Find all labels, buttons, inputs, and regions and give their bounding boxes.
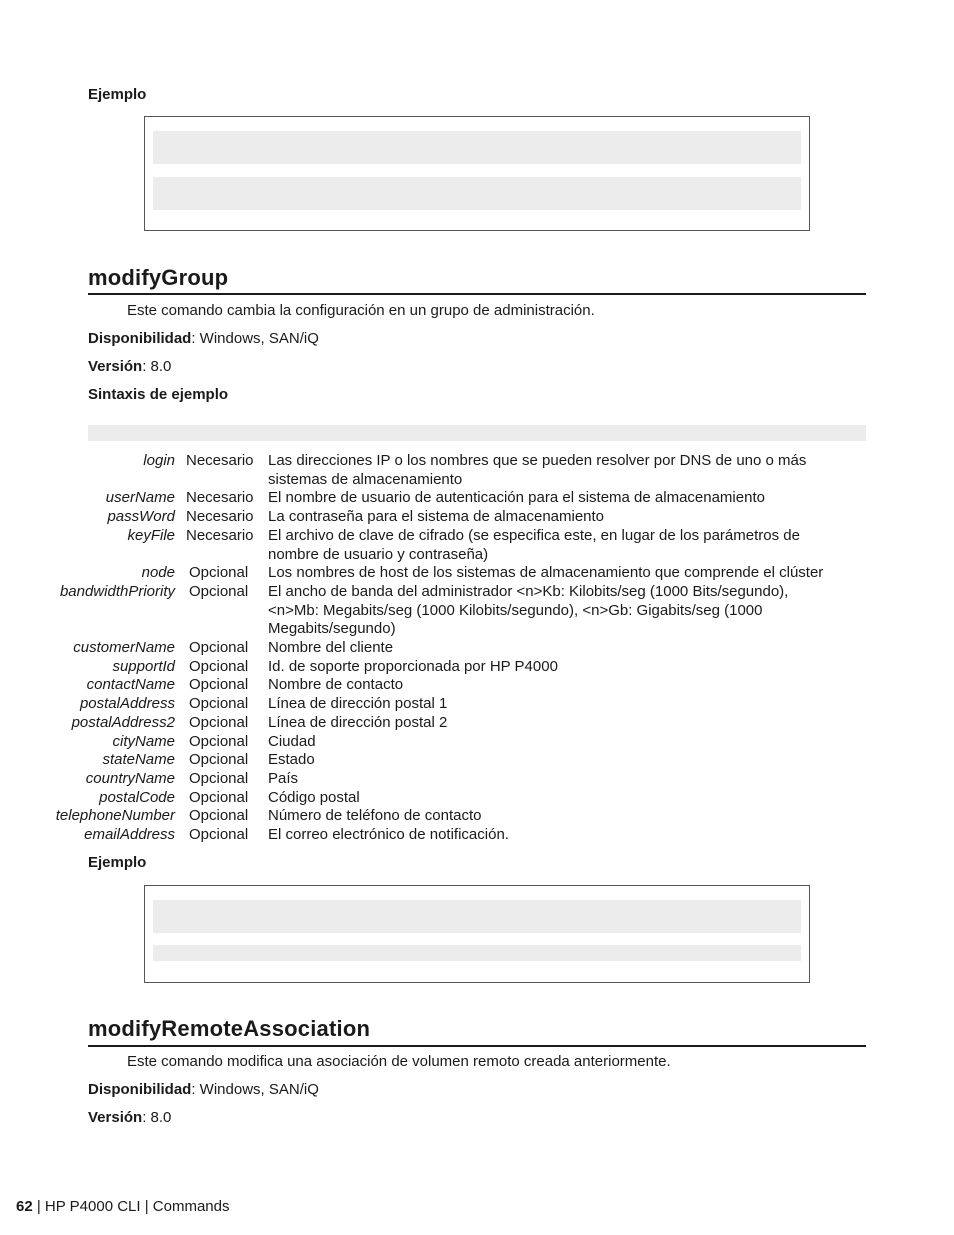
- parameter-name: telephoneNumber: [55, 807, 175, 825]
- parameter-description: Código postal: [268, 788, 360, 806]
- parameter-description: País: [268, 769, 299, 787]
- example-label-1: Ejemplo: [88, 86, 147, 103]
- availability-value: : Windows, SAN/iQ: [191, 1081, 319, 1098]
- parameter-requirement: Opcional: [189, 788, 249, 806]
- parameter-requirement: Opcional: [189, 564, 249, 582]
- code-example-box-1: [144, 116, 810, 231]
- example-label-2: Ejemplo: [88, 854, 147, 871]
- version-value: : 8.0: [142, 1109, 172, 1126]
- parameter-name: passWord: [107, 508, 175, 526]
- page-footer: [16, 1198, 229, 1215]
- parameter-description: Línea de dirección postal 2: [268, 713, 448, 731]
- parameter-description: Las direcciones IP o los nombres que se pueden resolver por DNS de uno o más sistemas de almacenamiento: [268, 452, 807, 488]
- parameter-name: bandwidthPriority: [59, 582, 175, 600]
- parameter-row: [0, 564, 954, 583]
- parameter-requirement: Opcional: [189, 713, 249, 731]
- page-number: 62: [16, 1198, 33, 1215]
- parameter-description: Los nombres de host de los sistemas de almacenamiento que comprende el clúster: [268, 564, 824, 582]
- code-example-box-2: [144, 885, 810, 983]
- parameter-name: postalAddress: [79, 695, 175, 713]
- parameter-row: [0, 789, 954, 808]
- parameter-description: Estado: [268, 751, 315, 769]
- parameter-table: [0, 452, 954, 845]
- parameter-row: [0, 733, 954, 752]
- parameter-name: customerName: [73, 639, 175, 657]
- parameter-description: Id. de soporte proporcionada por HP P4000: [268, 657, 558, 675]
- code-line: [153, 131, 801, 164]
- footer-text: | HP P4000 CLI | Commands: [36, 1198, 230, 1215]
- section-divider: [88, 293, 866, 295]
- parameter-requirement: Opcional: [189, 751, 249, 769]
- parameter-name: supportId: [112, 657, 175, 675]
- parameter-row: [0, 695, 954, 714]
- parameter-requirement: Opcional: [189, 807, 249, 825]
- parameter-row: [0, 639, 954, 658]
- parameter-row: [0, 807, 954, 826]
- section-divider: [88, 1045, 866, 1047]
- parameter-description: La contraseña para el sistema de almacenamiento: [268, 508, 605, 526]
- parameter-requirement: Necesario: [186, 508, 254, 526]
- availability-value: : Windows, SAN/iQ: [191, 330, 319, 347]
- code-line: [153, 945, 801, 961]
- parameter-requirement: Opcional: [189, 676, 249, 694]
- parameter-requirement: Opcional: [189, 826, 249, 844]
- parameter-description: El ancho de banda del administrador <n>Kb: Kilobits/seg (1000 Bits/segundo), <n>Mb: Megabits/seg (1000 Kilobits/segundo), <n>Gb: Gigabits/seg (1000 Megabits/segundo): [268, 582, 789, 638]
- parameter-row: [0, 452, 954, 489]
- parameter-description: Ciudad: [268, 732, 316, 750]
- parameter-requirement: Opcional: [189, 732, 249, 750]
- version-line: [88, 358, 171, 375]
- parameter-requirement: Opcional: [189, 769, 249, 787]
- parameter-requirement: Necesario: [186, 489, 254, 507]
- parameter-name: countryName: [85, 769, 175, 787]
- parameter-name: postalCode: [99, 788, 175, 806]
- version-value: : 8.0: [142, 358, 172, 375]
- availability-label: Disponibilidad: [88, 1081, 192, 1098]
- code-line: [153, 177, 801, 210]
- syntax-code-line: [88, 425, 866, 441]
- modify-group-description: Este comando cambia la configuración en un grupo de administración.: [127, 302, 595, 319]
- code-line: [153, 900, 801, 933]
- version-line: [88, 1109, 171, 1126]
- parameter-row: [0, 714, 954, 733]
- parameter-description: Línea de dirección postal 1: [268, 695, 448, 713]
- parameter-row: [0, 583, 954, 639]
- availability-label: Disponibilidad: [88, 330, 192, 347]
- parameter-description: Número de teléfono de contacto: [268, 807, 482, 825]
- parameter-row: [0, 508, 954, 527]
- parameter-row: [0, 826, 954, 845]
- section-title-modify-remote-association: modifyRemoteAssociation: [88, 1016, 371, 1041]
- parameter-row: [0, 751, 954, 770]
- parameter-name: postalAddress2: [71, 713, 175, 731]
- parameter-name: emailAddress: [84, 826, 175, 844]
- parameter-requirement: Opcional: [189, 695, 249, 713]
- parameter-description: El nombre de usuario de autenticación para el sistema de almacenamiento: [268, 489, 765, 507]
- parameter-name: login: [143, 452, 175, 469]
- availability-line: [88, 1081, 319, 1098]
- parameter-requirement: Opcional: [189, 657, 249, 675]
- parameter-name: cityName: [112, 732, 175, 750]
- parameter-row: [0, 770, 954, 789]
- parameter-description: El correo electrónico de notificación.: [268, 826, 509, 844]
- parameter-description: Nombre del cliente: [268, 639, 394, 657]
- parameter-description: El archivo de clave de cifrado (se especifica este, en lugar de los parámetros de nombre de usuario y contraseña): [268, 526, 800, 563]
- parameter-requirement: Opcional: [189, 639, 249, 657]
- parameter-name: stateName: [102, 751, 175, 769]
- availability-line: [88, 330, 319, 347]
- parameter-name: node: [141, 564, 175, 582]
- parameter-row: [0, 658, 954, 677]
- parameter-requirement: Necesario: [186, 452, 254, 469]
- parameter-description: Nombre de contacto: [268, 676, 404, 694]
- parameter-row: [0, 527, 954, 564]
- section-title-modify-group: modifyGroup: [88, 265, 229, 290]
- parameter-name: userName: [105, 489, 175, 507]
- parameter-name: keyFile: [127, 526, 175, 544]
- parameter-row: [0, 489, 954, 508]
- modify-remote-association-description: Este comando modifica una asociación de volumen remoto creada anteriormente.: [127, 1053, 671, 1070]
- parameter-requirement: Opcional: [189, 582, 249, 600]
- version-label: Versión: [88, 358, 143, 375]
- parameter-name: contactName: [86, 676, 175, 694]
- version-label: Versión: [88, 1109, 143, 1126]
- parameter-row: [0, 676, 954, 695]
- parameter-requirement: Necesario: [186, 526, 254, 544]
- syntax-label: Sintaxis de ejemplo: [88, 386, 229, 403]
